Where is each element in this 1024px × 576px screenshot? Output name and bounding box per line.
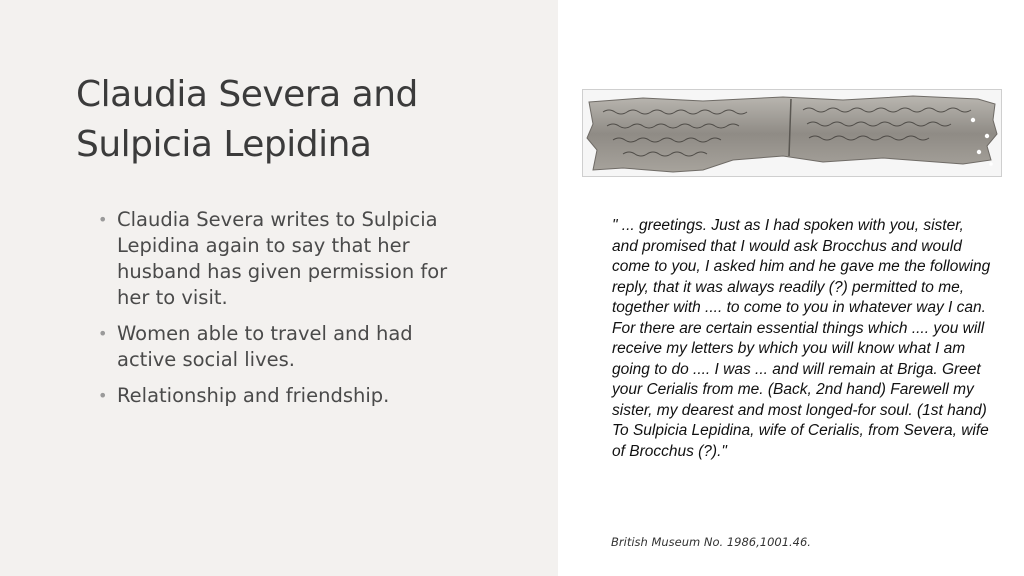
bullet-item: • Relationship and friendship. (98, 383, 458, 409)
writing-tablet-illustration (583, 90, 1001, 176)
slide-title-line-1: Claudia Severa and (76, 74, 418, 115)
translation-quote: " ... greetings. Just as I had spoken with you, sister, and promised that I would ask Brocchus and would come to you, I asked him and he gave me the following reply, that it was always readily (?) permitted to me, together with .... to come to you in whatever way I can. For there are certain essential things which .... you will receive my letters by which you will know what I am going to do .... I was ... and will remain at Briga. Greet your Cerialis from me. (Back, 2nd hand) Farewell my sister, my dearest and most longed-for soul. (1st hand) To Sulpicia Lepidina, wife of Cerialis, from Severa, wife of Brocchus (?)." (612, 217, 991, 460)
slide-title-line-2: Sulpicia Lepidina (76, 124, 372, 165)
bullet-item: • Claudia Severa writes to Sulpicia Lepidina again to say that her husband has given permission for her to visit. (98, 207, 458, 311)
writing-tablet-image (582, 89, 1002, 177)
slide-title (76, 70, 516, 170)
bullet-list (98, 207, 458, 419)
bullet-item: • Women able to travel and had active social lives. (98, 321, 458, 373)
museum-caption: British Museum No. 1986,1001.46. (611, 535, 811, 549)
